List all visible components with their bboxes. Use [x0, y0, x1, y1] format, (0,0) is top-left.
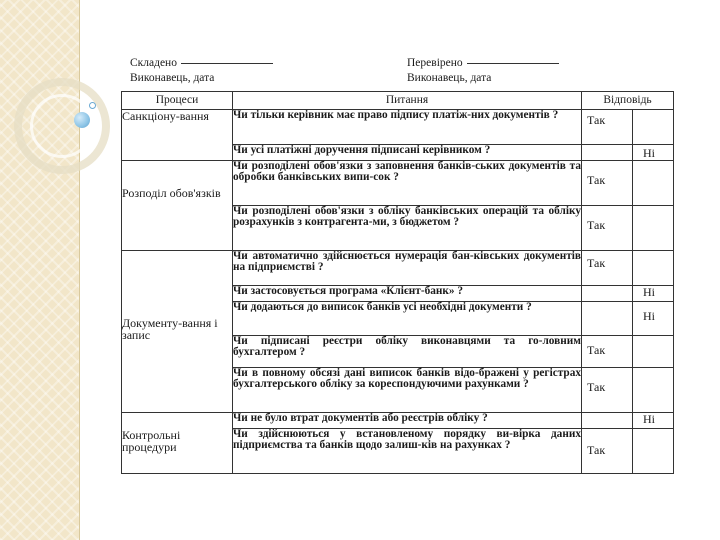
question-text: Чи здійснюються у встановленому порядку ви-вірка даних підприємства та банків щодо залиш-ків на рахунках ? — [233, 427, 581, 452]
question-cell — [233, 335, 582, 367]
answer-cell — [582, 335, 674, 367]
answer-yes — [582, 413, 632, 428]
question-cell — [233, 110, 582, 145]
question-text: Чи розподілені обов'язки з заповнення банків-ських документів та обробки банківських випи-сок ? — [233, 159, 581, 184]
header-answer: Відповідь — [582, 92, 674, 110]
process-control-procedures: Контрольні процедури — [122, 412, 233, 473]
answer-yes: Так — [587, 442, 606, 457]
question-cell — [233, 285, 582, 301]
question-cell — [233, 367, 582, 412]
internal-control-questionnaire-table — [121, 91, 674, 474]
answer-no — [632, 429, 673, 473]
question-cell — [233, 250, 582, 285]
answer-cell — [582, 428, 674, 473]
question-text: Чи не було втрат документів або реєстрів обліку ? — [233, 411, 488, 424]
question-cell — [233, 205, 582, 250]
answer-no — [632, 336, 673, 367]
answer-cell — [582, 412, 674, 428]
answer-yes — [582, 286, 632, 301]
answer-no — [632, 206, 673, 250]
question-text: Чи усі платіжні доручення підписані керівником ? — [233, 144, 491, 156]
signature-checked-label: Перевірено — [407, 57, 463, 69]
question-text: Чи в повному обсязі дані виписок банків відо-бражені у регістрах бухгалтерського обліку за кореспондуючими рахунками ? — [233, 366, 581, 391]
answer-cell — [582, 160, 674, 205]
signature-checked-line — [467, 63, 559, 64]
table-row — [122, 412, 674, 428]
header-processes: Процеси — [122, 92, 233, 110]
answer-no: Ні — [632, 286, 673, 301]
answer-yes: Так — [587, 255, 606, 270]
question-text: Чи додаються до виписок банків усі необхідні документи ? — [233, 300, 532, 313]
answer-yes: Так — [587, 379, 606, 394]
question-cell — [233, 145, 582, 161]
signature-compiled-label: Складено — [130, 57, 177, 69]
question-cell — [233, 428, 582, 473]
answer-no — [632, 368, 673, 412]
question-text: Чи розподілені обов'язки з обліку банківських операцій та обліку розрахунків з контрагента-ми, з бюджетом ? — [233, 204, 581, 229]
table-header-row — [122, 92, 674, 110]
slide-bullet-small-icon — [89, 102, 96, 109]
table-row — [122, 160, 674, 205]
question-cell — [233, 160, 582, 205]
answer-yes: Так — [587, 342, 606, 357]
question-cell — [233, 301, 582, 335]
table-row — [122, 110, 674, 145]
question-text: Чи підписані реєстри обліку виконавцями та го-ловним бухгалтером ? — [233, 334, 581, 359]
signature-compiled-sub: Виконавець, дата — [130, 72, 215, 84]
question-cell — [233, 412, 582, 428]
table-row — [122, 250, 674, 285]
answer-no — [632, 161, 673, 205]
signature-checked — [407, 57, 559, 85]
answer-yes — [582, 302, 632, 335]
question-text: Чи застосовується програма «Клієнт-банк» ? — [233, 284, 464, 297]
answer-yes — [582, 145, 632, 160]
process-documentation: Документу-вання і запис — [122, 250, 233, 412]
answer-cell — [582, 301, 674, 335]
answer-cell — [582, 367, 674, 412]
signature-compiled — [130, 57, 273, 85]
header-questions: Питання — [233, 92, 582, 110]
answer-cell — [582, 285, 674, 301]
answer-no — [632, 110, 673, 144]
process-segregation: Розподіл обов'язків — [122, 160, 233, 250]
question-text: Чи автоматично здійснюється нумерація бан-ківських документів на підприємстві ? — [233, 249, 581, 274]
answer-yes: Так — [587, 217, 606, 232]
answer-cell — [582, 145, 674, 161]
answer-yes: Так — [587, 172, 606, 187]
signature-compiled-line — [181, 63, 273, 64]
slide-bullet-icon — [74, 112, 90, 128]
answer-no: Ні — [632, 302, 673, 335]
question-text: Чи тільки керівник має право підпису платіж-них документів ? — [233, 109, 559, 121]
signature-checked-sub: Виконавець, дата — [407, 72, 492, 84]
answer-cell — [582, 110, 674, 145]
answer-yes: Так — [587, 113, 606, 127]
answer-no: Ні — [632, 145, 673, 160]
answer-cell — [582, 205, 674, 250]
answer-no: Ні — [632, 413, 673, 428]
process-authorization: Санкціону-вання — [122, 110, 233, 161]
answer-cell — [582, 250, 674, 285]
answer-no — [632, 251, 673, 285]
